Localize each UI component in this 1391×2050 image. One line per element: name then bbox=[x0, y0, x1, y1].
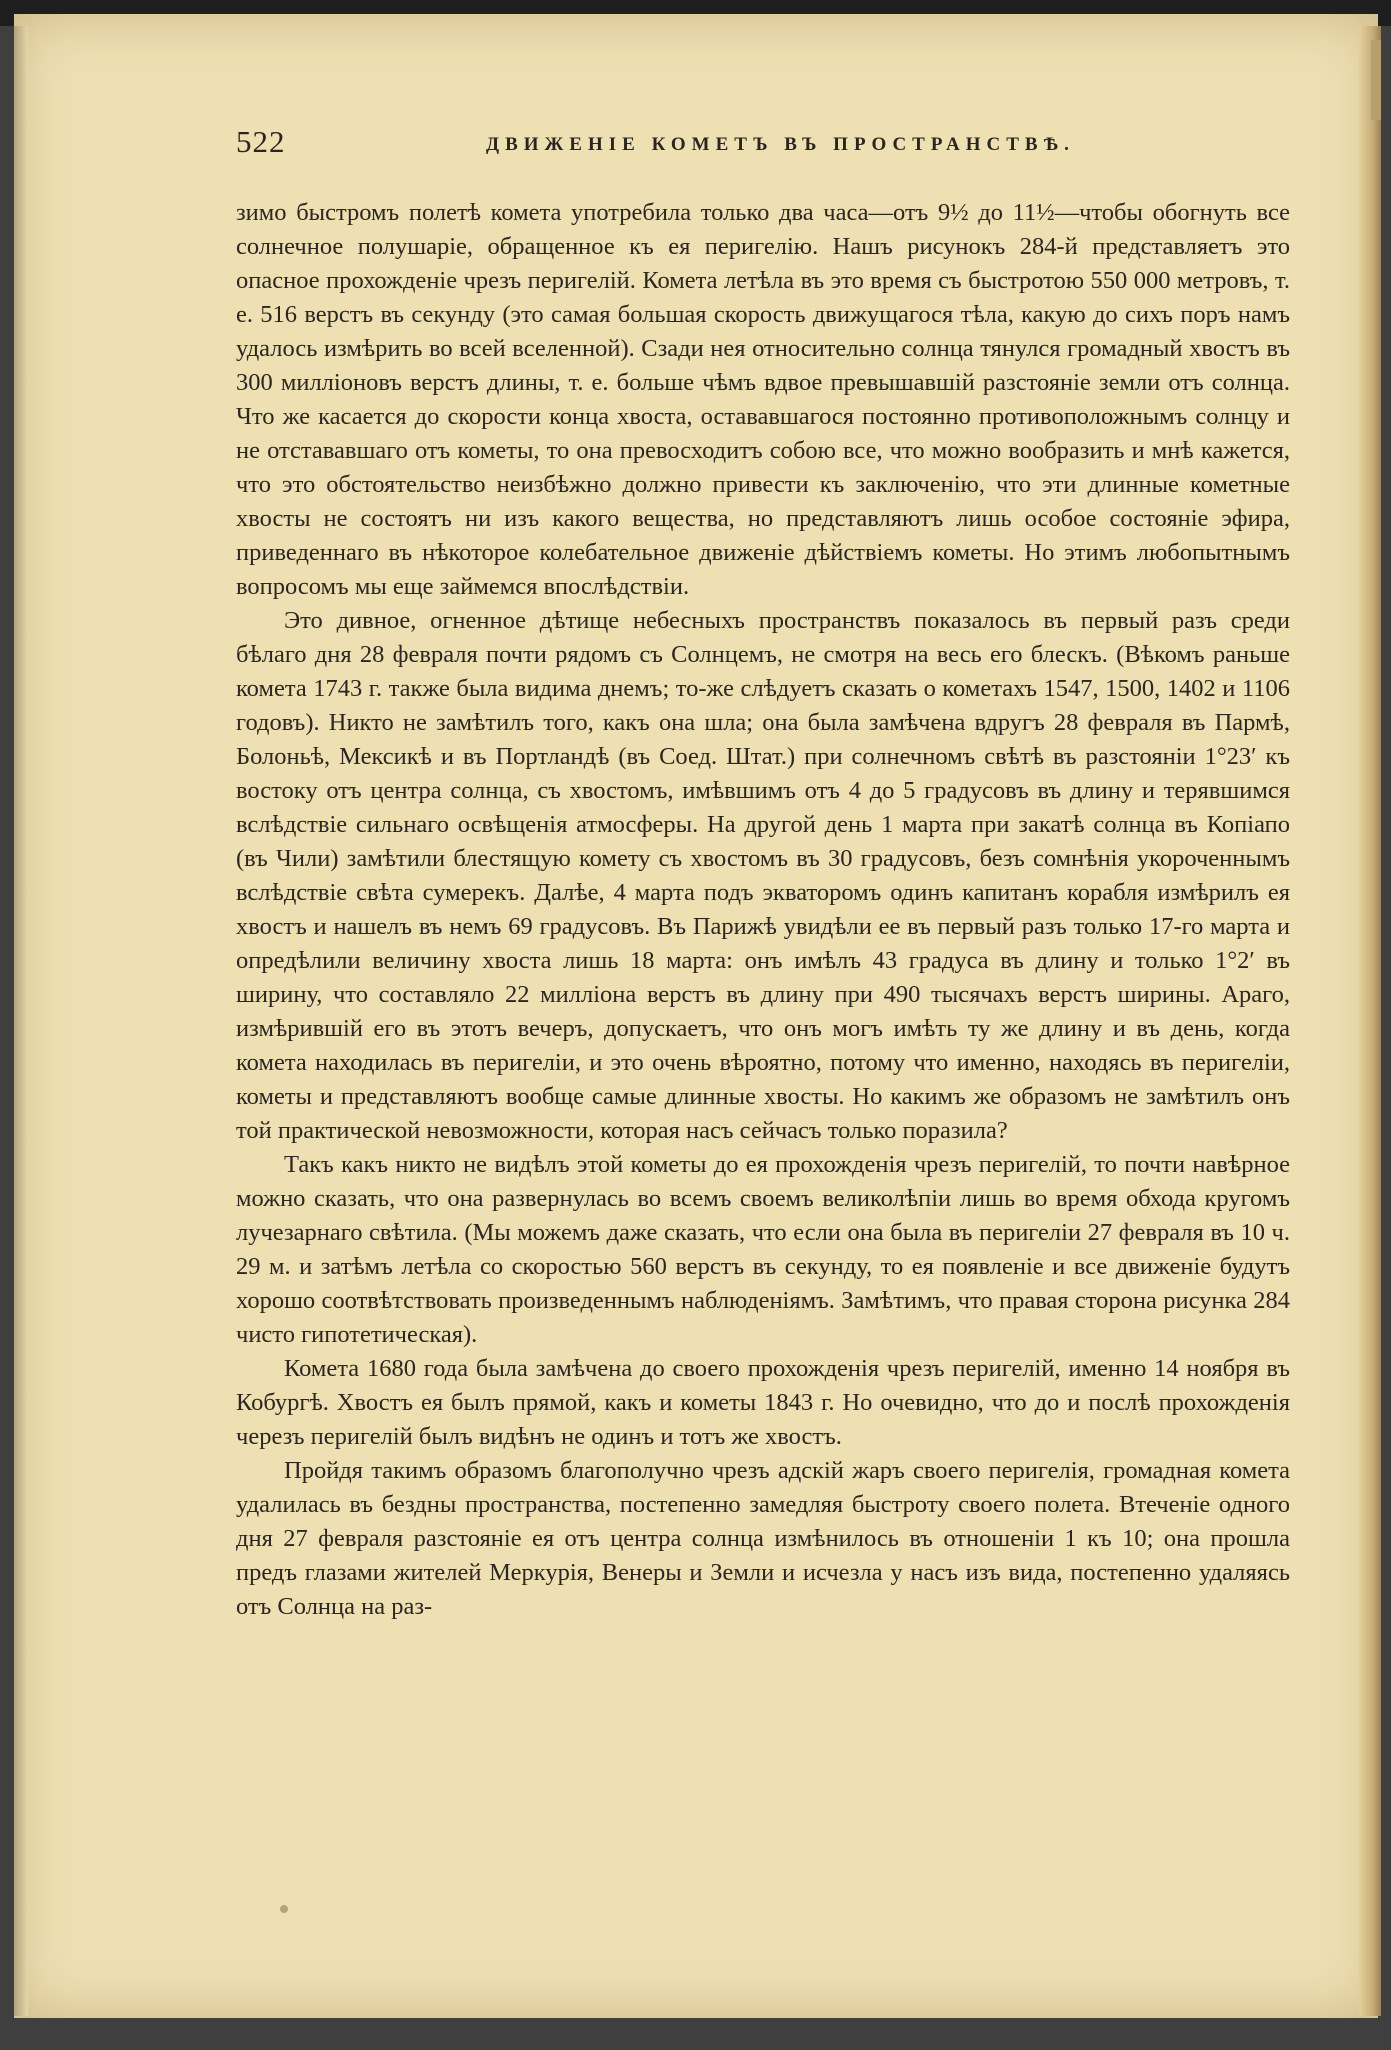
page-header bbox=[236, 124, 1290, 164]
page-edge-tab bbox=[1371, 40, 1381, 120]
paragraph-2: Это дивное, огненное дѣтище небесныхъ пространствъ показалось въ первый разъ среди бѣлаго дня 28 февраля почти рядомъ съ Солнцемъ, не смотря на весь его блескъ. (Вѣкомъ раньше комета 1743 г. также была видима днемъ; то-же слѣдуетъ сказать о кометахъ 1547, 1500, 1402 и 1106 годовъ). Никто не замѣтилъ того, какъ она шла; она была замѣчена вдругъ 28 февраля въ Пармѣ, Болоньѣ, Мексикѣ и въ Портландѣ (въ Соед. Штат.) при солнечномъ свѣтѣ въ разстояніи 1°23′ къ востоку отъ центра солнца, съ хвостомъ, имѣвшимъ отъ 4 до 5 градусовъ въ длину и терявшимся вслѣдствіе сильнаго освѣщенія атмосферы. На другой день 1 марта при закатѣ солнца въ Копіапо (въ Чили) замѣтили блестящую комету съ хвостомъ въ 30 градусовъ, безъ сомнѣнія укороченнымъ вслѣдствіе свѣта сумерекъ. Далѣе, 4 марта подъ экваторомъ одинъ капитанъ корабля измѣрилъ ея хвостъ и нашелъ въ немъ 69 градусовъ. Въ Парижѣ увидѣли ее въ первый разъ только 17-го марта и опредѣлили величину хвоста лишь 18 марта: онъ имѣлъ 43 градуса въ длину и только 1°2′ въ ширину, что составляло 22 милліона верстъ въ длину при 490 тысячахъ верстъ ширины. Араго, измѣрившій его въ этотъ вечеръ, допускаетъ, что онъ могъ имѣть ту же длину и въ день, когда комета находилась въ перигеліи, и это очень вѣроятно, потому что именно, находясь въ перигеліи, кометы и представляютъ вообще самые длинные хвосты. Но какимъ же образомъ не замѣтилъ онъ той практической невозможности, которая насъ сейчасъ только поразила? bbox=[236, 607, 1290, 1144]
page-edge-right bbox=[1359, 26, 1381, 2016]
page-gutter-left bbox=[14, 26, 28, 2016]
body-text bbox=[236, 196, 1290, 1624]
paragraph-4: Комета 1680 года была замѣчена до своего прохожденія чрезъ перигелій, именно 14 ноября въ Кобургѣ. Хвостъ ея былъ прямой, какъ и кометы 1843 г. Но очевидно, что до и послѣ прохожденія черезъ перигелій былъ видѣнъ не одинъ и тотъ же хвостъ. bbox=[236, 1355, 1290, 1450]
paragraph-5: Пройдя такимъ образомъ благополучно чрезъ адскій жаръ своего перигелія, громадная комета удалилась въ бездны пространства, постепенно замедляя быстроту своего полета. Втеченіе одного дня 27 февраля разстояніе ея отъ центра солнца измѣнилось въ отношеніи 1 къ 10; она прошла предъ глазами жителей Меркурія, Венеры и Земли и исчезла у насъ изъ вида, постепенно удаляясь отъ Солнца на раз- bbox=[236, 1457, 1290, 1620]
ink-spot bbox=[280, 1905, 288, 1913]
running-title: ДВИЖЕНІЕ КОМЕТЪ ВЪ ПРОСТРАНСТВѢ. bbox=[486, 134, 1075, 155]
page-number: 522 bbox=[236, 124, 286, 159]
paragraph-3: Такъ какъ никто не видѣлъ этой кометы до ея прохожденія чрезъ перигелій, то почти навѣрное можно сказать, что она развернулась во всемъ своемъ великолѣпіи лишь во время обхода кругомъ лучезарнаго свѣтила. (Мы можемъ даже сказать, что если она была въ перигеліи 27 февраля въ 10 ч. 29 м. и затѣмъ летѣла со скоростью 560 верстъ въ секунду, то ея появленіе и все движеніе будутъ хорошо соотвѣтствовать произведеннымъ наблюденіямъ. Замѣтимъ, что правая сторона рисунка 284 чисто гипотетическая). bbox=[236, 1151, 1290, 1348]
paragraph-1: зимо быстромъ полетѣ комета употребила только два часа—отъ 9½ до 11½—чтобы обогнуть все солнечное полушаріе, обращенное къ ея перигелію. Нашъ рисунокъ 284-й представляетъ это опасное прохожденіе чрезъ перигелій. Комета летѣла въ это время съ быстротою 550 000 метровъ, т. е. 516 верстъ въ секунду (это самая большая скорость движущагося тѣла, какую до сихъ поръ намъ удалось измѣрить во всей вселенной). Сзади нея относительно солнца тянулся громадный хвостъ въ 300 милліоновъ верстъ длины, т. е. больше чѣмъ вдвое превышавшій разстояніе земли отъ солнца. Что же касается до скорости конца хвоста, остававшагося постоянно противоположнымъ солнцу и не отстававшаго отъ кометы, то она превосходитъ собою все, что можно вообразить и мнѣ кажется, что это обстоятельство неизбѣжно должно привести къ заключенію, что эти длинные кометные хвосты не состоятъ ни изъ какого вещества, но представляютъ лишь особое состояніе эфира, приведеннаго въ нѣкоторое колебательное движеніе дѣйствіемъ кометы. Но этимъ любопытнымъ вопросомъ мы еще займемся впослѣдствіи. bbox=[236, 199, 1290, 600]
